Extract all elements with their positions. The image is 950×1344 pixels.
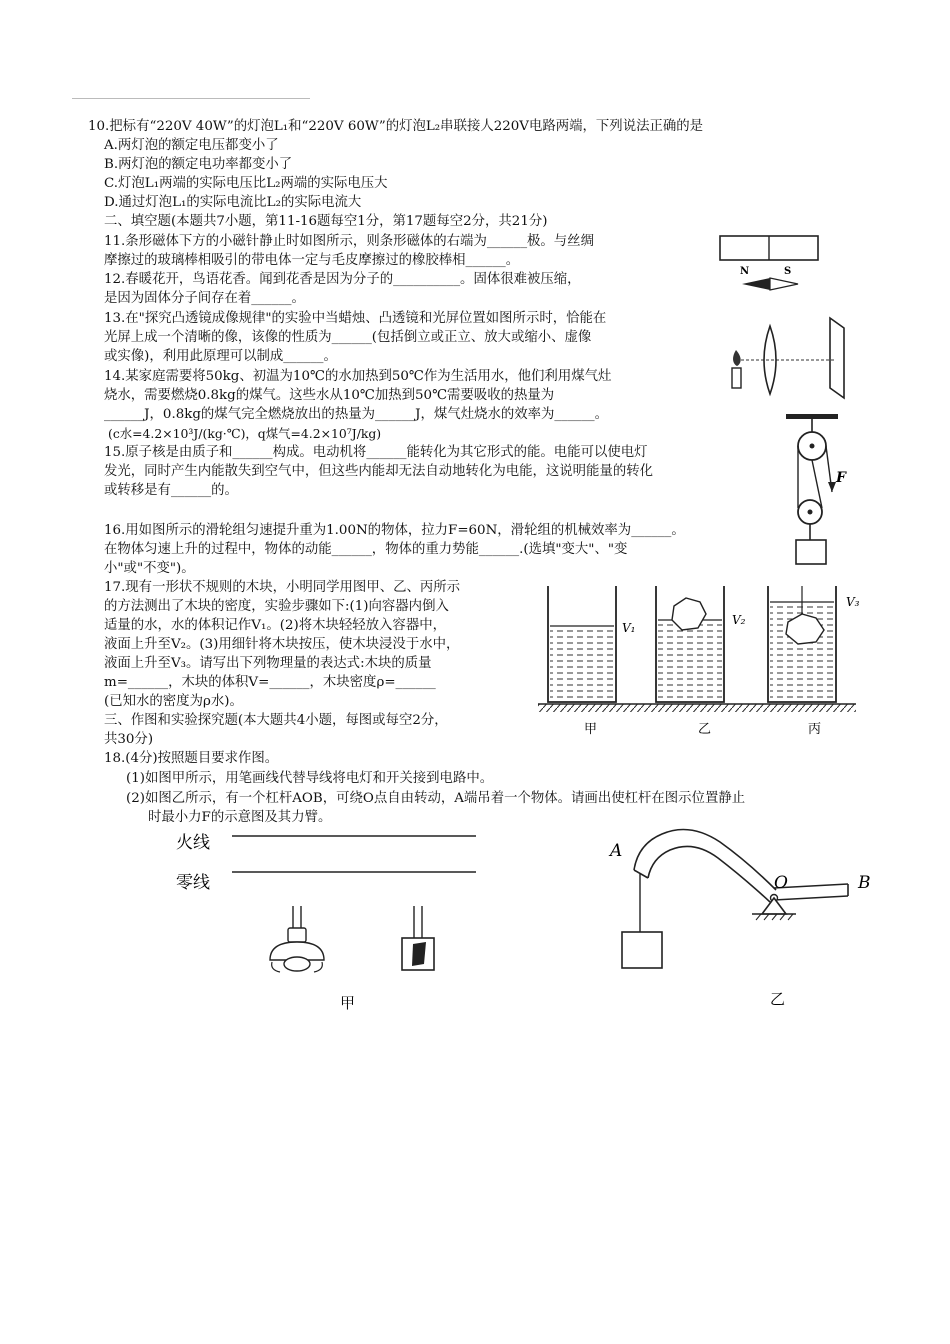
point-o-label: O — [774, 873, 788, 893]
water-jia — [550, 626, 614, 700]
lamp — [270, 906, 324, 972]
light-screen — [830, 318, 844, 398]
pulley-figure — [780, 412, 854, 572]
hanging-object — [622, 932, 662, 968]
convex-lens — [764, 326, 776, 394]
label-jia-circuit: 甲 — [340, 994, 356, 1012]
ground — [538, 704, 856, 712]
neutral-wire-label: 零线 — [176, 873, 210, 892]
q11-line1: 11.条形磁体下方的小磁针静止时如图所示，则条形磁体的右端为______极。与丝绸 — [104, 234, 594, 249]
q10-option-c: C.灯泡L₁两端的实际电压比L₂两端的实际电压大 — [104, 176, 388, 191]
lever-arm-curved-inner — [648, 846, 770, 902]
force-f-label: F — [836, 470, 846, 486]
q10-option-d: D.通过灯泡L₁的实际电流比L₂的实际电流大 — [104, 195, 362, 210]
q18-line4: 时最小力F的示意图及其力臂。 — [148, 810, 332, 825]
label-v3: V₃ — [846, 595, 860, 609]
q14-line2: 烧水，需要燃烧0.8kg的煤气。这些水从10℃加热到50℃需要吸收的热量为 — [104, 388, 555, 403]
fixed-pulley-axle — [810, 444, 815, 449]
label-yi-lever: 乙 — [770, 990, 786, 1008]
pull-arrow — [828, 482, 836, 492]
header-rule — [72, 98, 310, 99]
q15-line2: 发光，同时产生内能散失到空气中，但这些内能却无法自动地转化为电能，这说明能量的转化 — [104, 464, 654, 479]
label-jia: 甲 — [584, 722, 598, 737]
q12-line2: 是因为固体分子间存在着______。 — [104, 291, 305, 306]
compass-needle-north — [742, 278, 770, 290]
label-v1: V₁ — [622, 621, 636, 635]
q18-line1: 18.(4分)按照题目要求作图。 — [104, 751, 279, 766]
container-jia — [548, 586, 635, 702]
circuit-figure — [160, 822, 490, 1016]
switch-toggle — [412, 942, 426, 966]
needle-n-label: N — [740, 266, 750, 277]
q15-line1: 15.原子核是由质子和______构成。电动机将______能转化为其它形式的能。电能可以使电灯 — [104, 445, 648, 460]
fulcrum-hatch — [756, 914, 793, 920]
q17-line3: 适量的水，水的体积记作V₁。(2)将木块轻轻放入容器中， — [104, 618, 446, 633]
q18-line3: (2)如图乙所示，有一个杠杆AOB，可绕O点自由转动，A端吊着一个物体。请画出使杠杆在图示位置静止 — [126, 791, 746, 806]
wall-switch — [402, 906, 434, 970]
fulcrum — [762, 898, 786, 914]
container-yi — [656, 586, 746, 702]
q13-line3: 或实像)，利用此原理可以制成______。 — [104, 349, 337, 364]
lever-arm-curved — [634, 830, 776, 891]
magnet-figure — [718, 232, 822, 294]
q13-line1: 13.在"探究凸透镜成像规律"的实验中当蜡烛、凸透镜和光屏位置如图所示时，恰能在 — [104, 311, 607, 326]
q18-line2: (1)如图甲所示，用笔画线代替导线将电灯和开关接到电路中。 — [126, 771, 494, 786]
q16-line2: 在物体匀速上升的过程中，物体的动能______，物体的重力势能______.(选填"变大"、"变 — [104, 542, 628, 557]
q12-line1: 12.春暖花开，鸟语花香。闻到花香是因为分子的__________。固体很难被压缩， — [104, 272, 581, 287]
q17-line2: 的方法测出了木块的密度，实验步骤如下:(1)向容器内倒入 — [104, 599, 449, 614]
point-a-label: A — [610, 841, 623, 861]
point-b-label: B — [858, 873, 871, 893]
q14-line3: ______J，0.8kg的煤气完全燃烧放出的热量为______J，煤气灶烧水的效率为______。 — [104, 407, 608, 422]
q17-line5: 液面上升至V₃。请写出下列物理量的表达式:木块的质量 — [104, 656, 432, 671]
section2-heading: 二、填空题(本题共7小题，第11-16题每空1分，第17题每空2分，共21分) — [104, 214, 548, 229]
movable-pulley-axle — [808, 510, 813, 515]
load-block — [796, 540, 826, 564]
q10-option-b: B.两灯泡的额定电功率都变小了 — [104, 157, 293, 172]
lever-figure — [598, 822, 888, 1008]
q17-line4: 液面上升至V₂。(3)用细针将木块按压，使木块浸没于水中， — [104, 637, 460, 652]
q14-line1: 14.某家庭需要将50kg、初温为10℃的水加热到50℃作为生活用水，他们利用煤气灶 — [104, 369, 612, 384]
section3-line2: 共30分) — [104, 732, 154, 747]
q14-constants: (c水=4.2×10³J/(kg·℃)，q煤气=4.2×10⁷J/kg) — [108, 426, 382, 441]
candle-flame — [733, 350, 741, 366]
q13-line2: 光屏上成一个清晰的像，该像的性质为______(包括倒立或正立、放大或缩小、虚像 — [104, 330, 592, 345]
q17-line6: m=______，木块的体积V=______，木块密度ρ=______ — [104, 675, 436, 690]
q10-option-a: A.两灯泡的额定电压都变小了 — [104, 138, 279, 153]
q16-line1: 16.用如图所示的滑轮组匀速提升重为1.00N的物体，拉力F=60N，滑轮组的机械效率为______。 — [104, 523, 685, 538]
q11-line2: 摩擦过的玻璃棒相吸引的带电体一定与毛皮摩擦过的橡胶棒相______。 — [104, 253, 520, 268]
compass-needle-south — [770, 278, 798, 290]
container-bing — [768, 586, 860, 702]
candle — [732, 368, 741, 388]
needle-s-label: S — [784, 266, 792, 277]
water-yi — [658, 620, 722, 700]
live-wire-label: 火线 — [176, 833, 210, 852]
label-yi: 乙 — [698, 722, 712, 737]
containers-figure — [536, 580, 866, 740]
label-v2: V₂ — [732, 613, 746, 627]
section3-line1: 三、作图和实验探究题(本大题共4小题，每图或每空2分， — [104, 713, 448, 728]
q16-line3: 小"或"不变")。 — [104, 561, 195, 576]
q17-line1: 17.现有一形状不规则的木块，小明同学用图甲、乙、丙所示 — [104, 580, 461, 595]
q15-line3: 或转移是有______的。 — [104, 483, 238, 498]
label-bing: 丙 — [808, 722, 822, 737]
q10-stem: 10.把标有“220V 40W”的灯泡L₁和“220V 60W”的灯泡L₂串联接人220V电路两端，下列说法正确的是 — [88, 119, 704, 134]
lens-figure — [722, 312, 852, 400]
ceiling — [786, 414, 838, 419]
q17-line7: (已知水的密度为ρ水)。 — [104, 694, 243, 709]
